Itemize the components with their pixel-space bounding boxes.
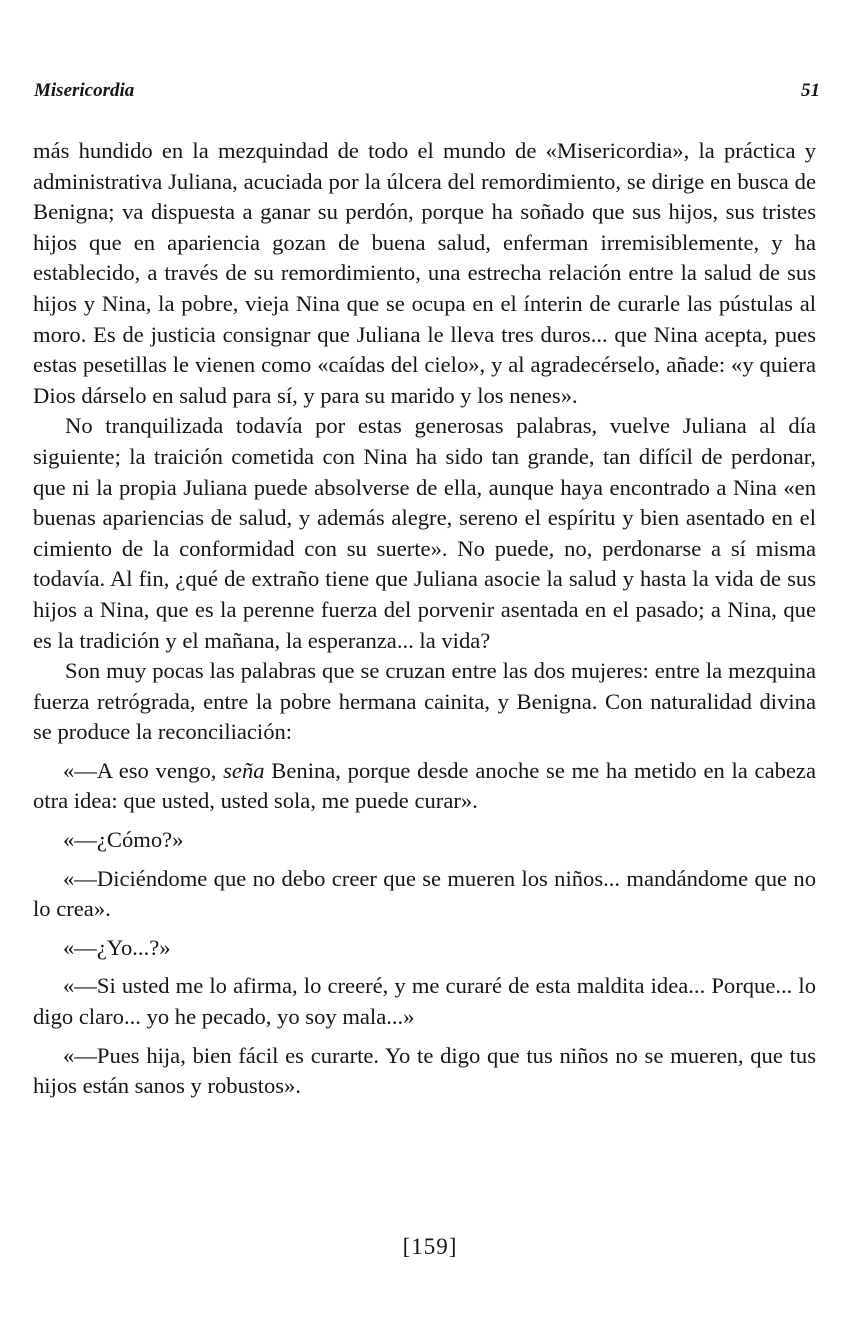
- dialogue-emphasis: seña: [223, 757, 265, 783]
- dialogue-line-2: «—¿Cómo?»: [63, 827, 184, 853]
- page-number: 51: [801, 80, 820, 101]
- dialogue-line-1-end: Benina, porque desde anoche se me ha metido en la cabeza otra idea: que usted, usted sola, me puede curar».: [33, 757, 816, 814]
- folio-number: [159]: [402, 1234, 458, 1259]
- running-title: Misericordia: [34, 80, 135, 101]
- paragraph-3: Son muy pocas las palabras que se cruzan entre las dos mujeres: entre la mezquina fuerza retrógrada, entre la pobre hermana cainita, y Benigna. Con naturalidad divina se produce la reconciliación:: [33, 658, 816, 745]
- running-header: [34, 80, 820, 110]
- dialogue-line-4: «—¿Yo...?»: [63, 934, 171, 960]
- paragraph-2: No tranquilizada todavía por estas generosas palabras, vuelve Juliana al día siguiente; la traición cometida con Nina ha sido tan grande, tan difícil de perdonar, que ni la propia Juliana puede absolverse de ella, aunque haya encontrado a Nina «en buenas apariencias de salud, y además alegre, sereno el espíritu y bien asentado en el cimiento de la conformidad con su suerte». No puede, no, perdonarse a sí misma todavía. Al fin, ¿qué de extraño tiene que Juliana asocie la salud y hasta la vida de sus hijos a Nina, que es la perenne fuerza del porvenir asentada en el pasado; a Nina, que es la tradición y el mañana, la esperanza... la vida?: [33, 413, 816, 653]
- dialogue-line-1: [33, 756, 816, 817]
- dialogue-line-3: «—Diciéndome que no debo creer que se mueren los niños... mandándome que no lo crea».: [33, 865, 816, 922]
- body-text: [33, 136, 816, 1102]
- paragraph-1: más hundido en la mezquindad de todo el mundo de «Misericordia», la práctica y administrativa Juliana, acuciada por la úlcera del remordimiento, se dirige en busca de Benigna; va dispuesta a ganar su perdón, porque ha soñado que sus hijos, sus tristes hijos que en apariencia gozan de buena salud, enferman irremisiblemente, y ha establecido, a través de su remordimiento, una estrecha relación entre la salud de sus hijos y Nina, la pobre, vieja Nina que se ocupa en el ínterin de curarle las pústulas al moro. Es de justicia consignar que Juliana le lleva tres duros... que Nina acepta, pues estas pesetillas le vienen como «caídas del cielo», y al agradecérselo, añade: «y quiera Dios dárselo en salud para sí, y para su marido y los nenes».: [33, 138, 816, 408]
- dialogue-line-6: «—Pues hija, bien fácil es curarte. Yo te digo que tus niños no se mueren, que tus hijos están sanos y robustos».: [33, 1042, 816, 1099]
- dialogue-line-1-start: «—A eso vengo,: [63, 757, 224, 783]
- dialogue-line-5: «—Si usted me lo afirma, lo creeré, y me curaré de esta maldita idea... Porque... lo digo claro... yo he pecado, yo soy mala...»: [33, 973, 816, 1030]
